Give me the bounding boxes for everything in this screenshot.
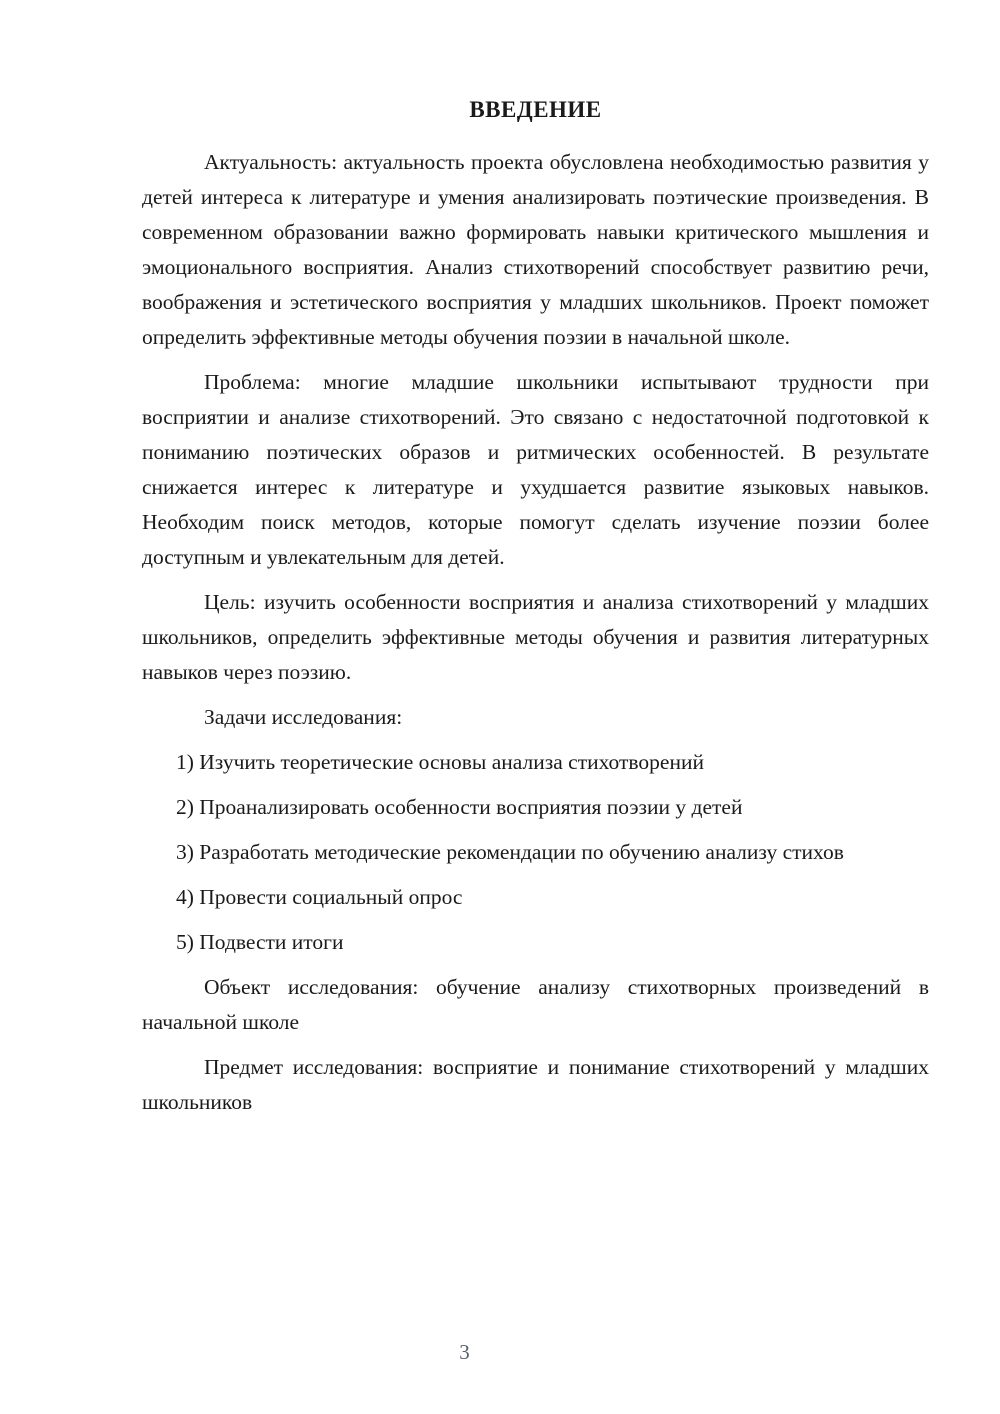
task-item-3: 3) Разработать методические рекомендации по обучению анализу стихов	[176, 840, 844, 864]
page-number: 3	[459, 1340, 470, 1364]
task-item-1: 1) Изучить теоретические основы анализа стихотворений	[176, 750, 704, 774]
paragraph-zadachi-header: Задачи исследования:	[204, 705, 403, 729]
paragraph-aktualnost: Актуальность: актуальность проекта обусловлена необходимостью развития у детей интереса к литературе и умения анализировать поэтические произведения. В современном образовании важно формировать навыки критического мышления и эмоционального восприятия. Анализ стихотворений способствует развитию речи, воображения и эстетического восприятия у младших школьников. Проект поможет определить эффективные методы обучения поэзии в начальной школе.	[142, 150, 929, 349]
paragraph-problema: Проблема: многие младшие школьники испытывают трудности при восприятии и анализе стихотворений. Это связано с недостаточной подготовкой к пониманию поэтических образов и ритмических особенностей. В результате снижается интерес к литературе и ухудшается развитие языковых навыков. Необходим поиск методов, которые помогут сделать изучение поэзии более доступным и увлекательным для детей.	[142, 370, 929, 569]
page-title: ВВЕДЕНИЕ	[469, 97, 602, 122]
paragraph-obekt: Объект исследования: обучение анализу стихотворных произведений в начальной школе	[142, 975, 929, 1034]
paragraph-predmet: Предмет исследования: восприятие и понимание стихотворений у младших школьников	[142, 1055, 929, 1114]
task-item-2: 2) Проанализировать особенности восприятия поэзии у детей	[176, 795, 743, 819]
paragraph-tsel: Цель: изучить особенности восприятия и анализа стихотворений у младших школьников, определить эффективные методы обучения и развития литературных навыков через поэзию.	[142, 590, 929, 684]
task-item-5: 5) Подвести итоги	[176, 930, 344, 954]
task-item-4: 4) Провести социальный опрос	[176, 885, 463, 909]
